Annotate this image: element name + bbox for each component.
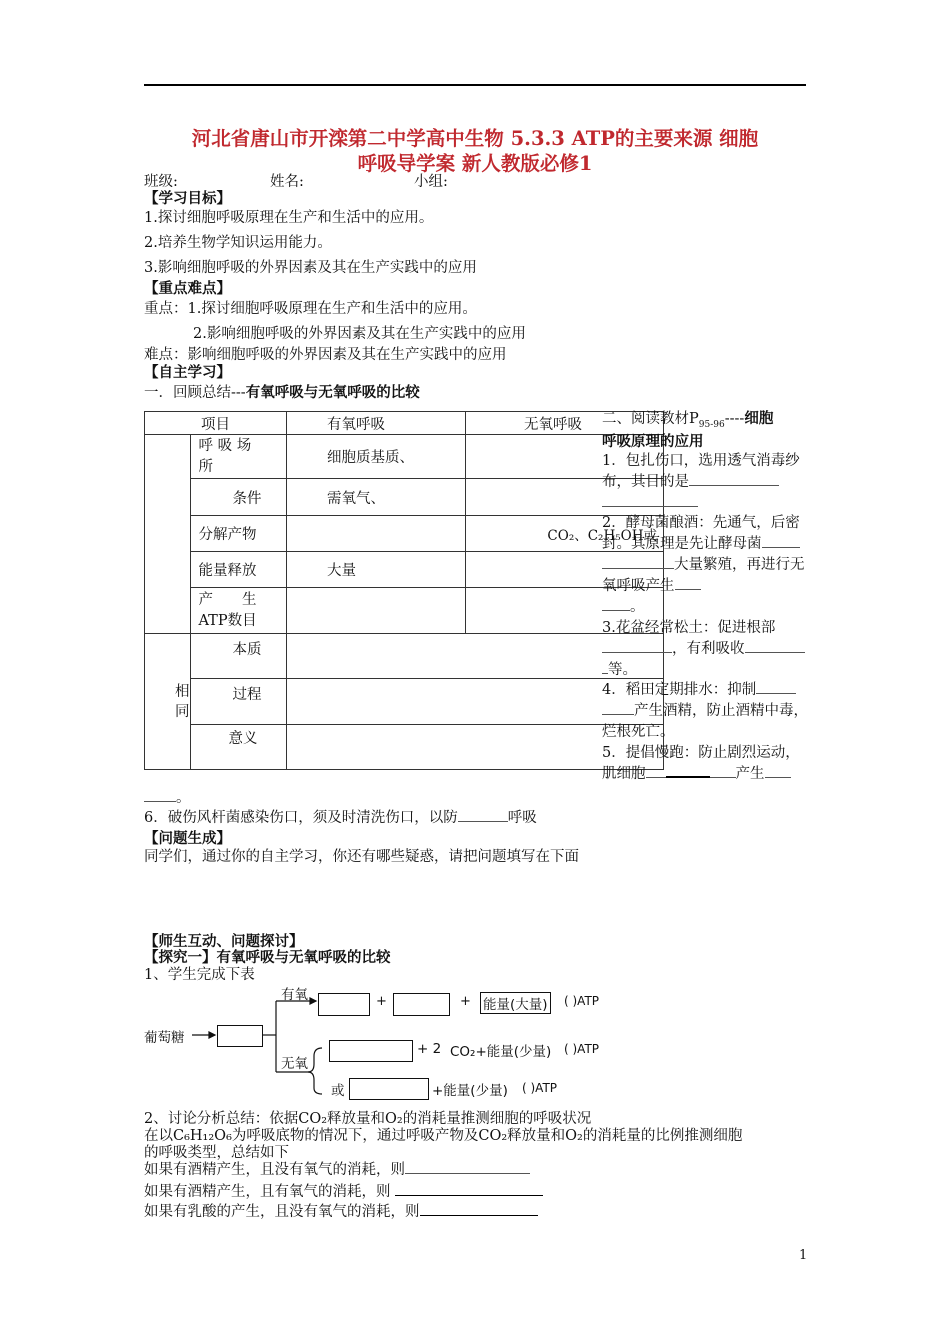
question-text: 同学们，通过你的自主学习，你还有哪些疑惑，请把问题填写在下面 [144, 849, 579, 865]
section-interaction: 【师生互动、问题探讨】 [144, 933, 304, 950]
case-1-blank[interactable] [405, 1172, 530, 1174]
case-3-blank[interactable] [420, 1214, 538, 1216]
atp-1: ( )ATP [564, 994, 600, 1008]
aerobic-product-box-1[interactable] [318, 993, 370, 1016]
name-label: 姓名: [270, 174, 304, 190]
row-label-atp: 产 生 ATP数目 [190, 588, 287, 634]
table-header-aerobic: 有氧呼吸 [287, 412, 466, 435]
section-goals: 【学习目标】 [144, 190, 231, 207]
aerobic-label: 有氧 [281, 987, 308, 1003]
row-aerobic-energy[interactable]: 大量 [287, 552, 466, 588]
section-key: 【重点难点】 [144, 280, 231, 297]
right-item-3-text-c: 等。 [608, 662, 637, 678]
right-heading-pages: 95-96 [698, 419, 725, 430]
plus-two: + 2 [417, 1041, 442, 1057]
plus-2: + [460, 994, 471, 1009]
item-6-text: 6．破伤风杆菌感染伤口，须及时清洗伤口，以防 [144, 810, 458, 826]
goal-1: 1.探讨细胞呼吸原理在生产和生活中的应用。 [144, 210, 434, 226]
doc-title-line1: 河北省唐山市开滦第二中学高中生物 5.3.3 ATP的主要来源 细胞 [191, 127, 759, 150]
atp-2: ( )ATP [564, 1042, 600, 1056]
energy-small-label: +能量(少量) [432, 1083, 508, 1099]
row-aerobic-condition[interactable]: 需氧气、 [287, 479, 466, 516]
anaerobic-label: 无氧 [281, 1056, 308, 1072]
right-item-3-text-b: ，有利吸收 [672, 641, 745, 657]
page-number: 1 [799, 1248, 808, 1263]
section-self-study: 【自主学习】 [144, 364, 231, 381]
task-2-detail-1: 在以C₆H₁₂O₆为呼吸底物的情况下，通过呼吸产物及CO₂释放量和O₂的消耗量的比例推测细胞 [144, 1128, 743, 1144]
arrow-aerobic-head [310, 998, 316, 1004]
row-aerobic-site[interactable]: 细胞质基质、 [287, 435, 466, 479]
right-heading-dashes: ---- [724, 411, 745, 427]
group-label: 小组: [414, 174, 448, 190]
right-item-5-text-b: 产生 [735, 766, 765, 782]
right-item-3-text-a: 3.花盆经常松土：促进根部 [602, 620, 776, 636]
right-item-5-text-a: 5．提倡慢跑：防止剧烈运动，肌细胞 [602, 745, 800, 782]
table-header-anaerobic: 无氧呼吸 [466, 412, 664, 435]
case-3 [144, 1200, 538, 1221]
same-label-process: 过程 [190, 679, 287, 725]
task-2-detail-2: 的呼吸类型，总结如下 [144, 1145, 289, 1161]
aerobic-product-box-2[interactable] [393, 993, 450, 1016]
table-header-item: 项目 [145, 412, 287, 435]
key-point-2: 2.影响细胞呼吸的外界因素及其在生产实践中的应用 [193, 326, 526, 342]
glucose-label: 葡萄糖 [144, 1030, 185, 1046]
case-1 [144, 1158, 530, 1179]
energy-large-label: 能量(大量) [480, 992, 551, 1014]
case-3-text: 如果有乳酸的产生，且没有氧气的消耗，则 [144, 1204, 420, 1220]
glucose-box[interactable] [217, 1025, 263, 1047]
row-label-energy: 能量释放 [190, 552, 287, 588]
right-item-2: 2．酵母菌酿酒：先通气，后密封。其原理是先让酵母菌 大量繁殖，再进行无氧呼吸产生 。 [602, 515, 805, 615]
row-label-site: 呼 吸 场 所 [190, 435, 287, 479]
class-label: 班级: [144, 174, 178, 190]
doc-title-line2: 呼吸导学案 新人教版必修1 [357, 152, 593, 175]
review-prefix: 一．回顾总结--- [144, 385, 246, 401]
right-item-5-end: 。 [144, 786, 191, 807]
right-item-4-text-b: 产生酒精，防止酒精中毒，烂根死亡。 [602, 703, 808, 740]
goal-2: 2.培养生物学知识运用能力。 [144, 235, 332, 251]
atp-3: ( )ATP [522, 1081, 558, 1095]
section-question: 【问题生成】 [144, 830, 231, 847]
task-1: 1、学生完成下表 [144, 967, 255, 983]
anaerobic-product-box-1[interactable] [329, 1040, 413, 1062]
plus-1: + [376, 994, 387, 1009]
case-1-text: 如果有酒精产生，且没有氧气的消耗，则 [144, 1162, 405, 1178]
right-col-subheading: 呼吸原理的应用 [602, 433, 704, 450]
case-2-blank[interactable] [395, 1194, 543, 1196]
arrow-glucose-head [209, 1032, 215, 1038]
row-label-condition: 条件 [190, 479, 287, 516]
case-2 [144, 1180, 543, 1201]
row-anaerobic-products[interactable]: CO₂、C₂H₅OH或 [466, 516, 664, 552]
right-item-2-text-b: 大量繁殖，再进行无氧呼吸产生 [602, 557, 805, 594]
right-heading-prefix: 二、阅读教材P [602, 411, 699, 427]
item-6-suffix: 呼吸 [507, 810, 537, 826]
goal-3: 3.影响细胞呼吸的外界因素及其在生产实践中的应用 [144, 260, 477, 276]
key-point-1: 重点：1.探讨细胞呼吸原理在生产和生活中的应用。 [144, 301, 477, 317]
right-item-4-text-a: 4．稻田定期排水：抑制 [602, 682, 757, 698]
case-2-text: 如果有酒精产生，且有氧气的消耗，则 [144, 1184, 391, 1200]
row-label-products: 分解产物 [190, 516, 287, 552]
same-label-meaning: 意义 [190, 725, 287, 770]
right-item-1-text: 1．包扎伤口，选用透气消毒纱布，其目的是 [602, 453, 800, 490]
difficult-point: 难点：影响细胞呼吸的外界因素及其在生产实践中的应用 [144, 347, 507, 363]
task-2: 2、讨论分析总结：依据CO₂释放量和O₂的消耗量推测细胞的呼吸状况 [144, 1111, 592, 1127]
or-label: 或 [331, 1083, 345, 1099]
explore-1-heading: 【探究一】有氧呼吸与无氧呼吸的比较 [144, 949, 391, 966]
anaerobic-product-box-2[interactable] [349, 1078, 429, 1100]
same-group-label: 相 同 [145, 634, 191, 770]
same-label-essence: 本质 [190, 634, 287, 679]
co2-energy-small: CO₂+能量(少量) [450, 1044, 552, 1060]
right-heading-bold1: 细胞 [744, 410, 774, 427]
right-item-2-text-a: 2．酵母菌酿酒：先通气，后密封。其原理是先让酵母菌 [602, 515, 800, 552]
review-bold: 有氧呼吸与无氧呼吸的比较 [245, 384, 420, 401]
brace [308, 1048, 322, 1094]
